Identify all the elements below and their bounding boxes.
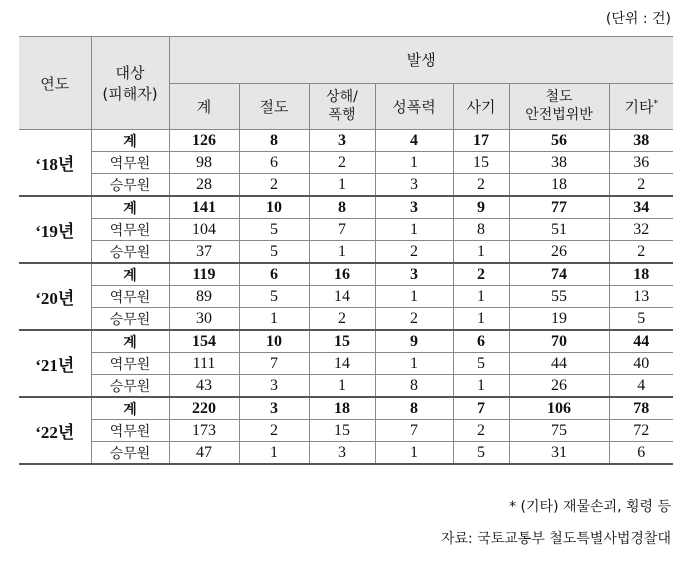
header-occurrence: 발생 <box>169 37 673 84</box>
value-cell: 2 <box>375 241 453 264</box>
row-label: 승무원 <box>91 241 169 264</box>
value-cell: 30 <box>169 308 239 331</box>
value-cell: 5 <box>239 241 309 264</box>
table-row <box>19 130 673 152</box>
value-cell: 15 <box>309 420 375 442</box>
table-row <box>19 397 673 420</box>
row-label: 계 <box>91 130 169 152</box>
value-cell: 38 <box>609 130 673 152</box>
value-cell: 2 <box>453 174 509 197</box>
header-etc <box>609 83 673 130</box>
value-cell: 6 <box>239 263 309 286</box>
value-cell: 104 <box>169 219 239 241</box>
value-cell: 119 <box>169 263 239 286</box>
value-cell: 1 <box>453 241 509 264</box>
value-cell: 2 <box>375 308 453 331</box>
header-theft: 절도 <box>239 83 309 130</box>
value-cell: 78 <box>609 397 673 420</box>
value-cell: 1 <box>239 308 309 331</box>
value-cell: 5 <box>453 442 509 465</box>
value-cell: 15 <box>453 152 509 174</box>
row-label: 계 <box>91 330 169 353</box>
footnote: * (기타) 재물손괴, 횡령 등 <box>509 499 671 515</box>
value-cell: 1 <box>375 442 453 465</box>
value-cell: 6 <box>239 152 309 174</box>
value-cell: 34 <box>609 196 673 219</box>
value-cell: 5 <box>239 219 309 241</box>
value-cell: 5 <box>453 353 509 375</box>
value-cell: 3 <box>375 174 453 197</box>
value-cell: 1 <box>453 286 509 308</box>
value-cell: 141 <box>169 196 239 219</box>
value-cell: 7 <box>375 420 453 442</box>
row-label: 승무원 <box>91 375 169 398</box>
row-label: 역무원 <box>91 353 169 375</box>
value-cell: 6 <box>609 442 673 465</box>
value-cell: 44 <box>509 353 609 375</box>
value-cell: 7 <box>239 353 309 375</box>
value-cell: 111 <box>169 353 239 375</box>
value-cell: 2 <box>453 420 509 442</box>
header-assault-line2: 폭행 <box>328 107 356 124</box>
value-cell: 3 <box>239 397 309 420</box>
value-cell: 3 <box>375 263 453 286</box>
table-row <box>19 241 673 264</box>
header-etc-label: 기타 <box>624 97 654 116</box>
value-cell: 7 <box>309 219 375 241</box>
value-cell: 2 <box>453 263 509 286</box>
row-label: 승무원 <box>91 174 169 197</box>
value-cell: 2 <box>239 420 309 442</box>
value-cell: 2 <box>609 241 673 264</box>
value-cell: 98 <box>169 152 239 174</box>
value-cell: 56 <box>509 130 609 152</box>
row-label: 계 <box>91 397 169 420</box>
value-cell: 8 <box>309 196 375 219</box>
row-label: 승무원 <box>91 442 169 465</box>
header-target-line2: (피해자) <box>102 85 158 103</box>
row-label: 역무원 <box>91 286 169 308</box>
value-cell: 70 <box>509 330 609 353</box>
value-cell: 2 <box>309 308 375 331</box>
value-cell: 3 <box>239 375 309 398</box>
header-total: 계 <box>169 83 239 130</box>
value-cell: 1 <box>239 442 309 465</box>
value-cell: 13 <box>609 286 673 308</box>
value-cell: 36 <box>609 152 673 174</box>
year-cell: ‘22년 <box>19 397 91 464</box>
table-row <box>19 330 673 353</box>
header-fraud: 사기 <box>453 83 509 130</box>
value-cell: 106 <box>509 397 609 420</box>
header-railway-line2: 안전법위반 <box>525 107 593 124</box>
value-cell: 8 <box>239 130 309 152</box>
value-cell: 1 <box>375 152 453 174</box>
header-year: 연도 <box>19 37 91 130</box>
value-cell: 8 <box>375 375 453 398</box>
unit-label: (단위 : 건) <box>605 11 671 27</box>
value-cell: 43 <box>169 375 239 398</box>
value-cell: 1 <box>375 353 453 375</box>
value-cell: 220 <box>169 397 239 420</box>
year-cell: ‘19년 <box>19 196 91 263</box>
crime-stats-table <box>19 36 673 465</box>
value-cell: 1 <box>375 286 453 308</box>
value-cell: 3 <box>309 442 375 465</box>
value-cell: 8 <box>453 219 509 241</box>
row-label: 계 <box>91 263 169 286</box>
table-row <box>19 152 673 174</box>
table-row <box>19 286 673 308</box>
row-label: 계 <box>91 196 169 219</box>
value-cell: 31 <box>509 442 609 465</box>
value-cell: 126 <box>169 130 239 152</box>
value-cell: 47 <box>169 442 239 465</box>
value-cell: 38 <box>509 152 609 174</box>
header-etc-mark: * <box>653 98 659 109</box>
value-cell: 4 <box>609 375 673 398</box>
value-cell: 75 <box>509 420 609 442</box>
row-label: 역무원 <box>91 420 169 442</box>
value-cell: 1 <box>453 308 509 331</box>
value-cell: 55 <box>509 286 609 308</box>
value-cell: 1 <box>309 174 375 197</box>
value-cell: 74 <box>509 263 609 286</box>
value-cell: 19 <box>509 308 609 331</box>
value-cell: 37 <box>169 241 239 264</box>
header-assault <box>309 83 375 130</box>
table-row <box>19 375 673 398</box>
value-cell: 1 <box>375 219 453 241</box>
table-row <box>19 263 673 286</box>
row-label: 역무원 <box>91 152 169 174</box>
value-cell: 10 <box>239 330 309 353</box>
header-railway-line1: 철도 <box>545 89 573 106</box>
header-target <box>91 37 169 130</box>
table-row <box>19 442 673 465</box>
value-cell: 5 <box>609 308 673 331</box>
value-cell: 8 <box>375 397 453 420</box>
value-cell: 9 <box>453 196 509 219</box>
header-target-line1: 대상 <box>115 64 145 82</box>
value-cell: 14 <box>309 353 375 375</box>
year-cell: ‘21년 <box>19 330 91 397</box>
value-cell: 16 <box>309 263 375 286</box>
value-cell: 3 <box>375 196 453 219</box>
value-cell: 14 <box>309 286 375 308</box>
value-cell: 89 <box>169 286 239 308</box>
value-cell: 15 <box>309 330 375 353</box>
row-label: 역무원 <box>91 219 169 241</box>
value-cell: 26 <box>509 241 609 264</box>
value-cell: 7 <box>453 397 509 420</box>
value-cell: 1 <box>309 375 375 398</box>
value-cell: 18 <box>609 263 673 286</box>
table-row <box>19 420 673 442</box>
table-row <box>19 196 673 219</box>
value-cell: 2 <box>309 152 375 174</box>
value-cell: 2 <box>609 174 673 197</box>
table-row <box>19 353 673 375</box>
value-cell: 40 <box>609 353 673 375</box>
value-cell: 5 <box>239 286 309 308</box>
table-row <box>19 174 673 197</box>
value-cell: 1 <box>453 375 509 398</box>
table-row <box>19 219 673 241</box>
header-railway-safety <box>509 83 609 130</box>
value-cell: 154 <box>169 330 239 353</box>
value-cell: 1 <box>309 241 375 264</box>
year-cell: ‘20년 <box>19 263 91 330</box>
header-assault-line1: 상해/ <box>326 89 358 106</box>
value-cell: 9 <box>375 330 453 353</box>
value-cell: 51 <box>509 219 609 241</box>
value-cell: 44 <box>609 330 673 353</box>
row-label: 승무원 <box>91 308 169 331</box>
year-cell: ‘18년 <box>19 130 91 197</box>
table-row <box>19 308 673 331</box>
value-cell: 32 <box>609 219 673 241</box>
value-cell: 2 <box>239 174 309 197</box>
value-cell: 28 <box>169 174 239 197</box>
value-cell: 77 <box>509 196 609 219</box>
value-cell: 3 <box>309 130 375 152</box>
header-sexual-violence: 성폭력 <box>375 83 453 130</box>
value-cell: 18 <box>509 174 609 197</box>
value-cell: 173 <box>169 420 239 442</box>
value-cell: 17 <box>453 130 509 152</box>
value-cell: 18 <box>309 397 375 420</box>
value-cell: 4 <box>375 130 453 152</box>
source-note: 자료: 국토교통부 철도특별사법경찰대 <box>440 531 671 547</box>
value-cell: 10 <box>239 196 309 219</box>
value-cell: 6 <box>453 330 509 353</box>
value-cell: 72 <box>609 420 673 442</box>
value-cell: 26 <box>509 375 609 398</box>
